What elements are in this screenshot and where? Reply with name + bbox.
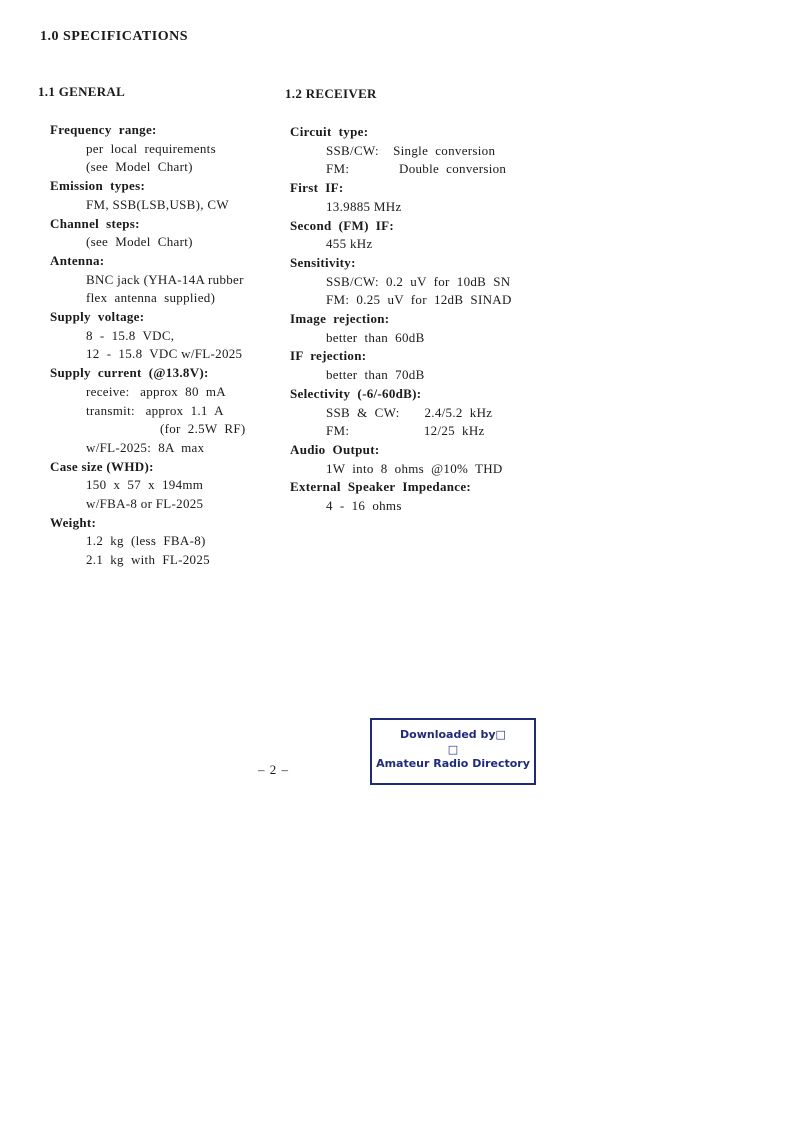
spec-label: Emission types: <box>50 178 146 194</box>
spec-value: SSB/CW: Single conversion <box>326 142 496 158</box>
spec-label: Selectivity (-6/-60dB): <box>290 385 422 401</box>
spec-value: FM, SSB(LSB,USB), CW <box>86 196 229 212</box>
spec-label: External Speaker Impedance: <box>290 479 472 495</box>
spec-label: Channel steps: <box>50 215 140 231</box>
download-stamp-line2: □ <box>447 742 459 756</box>
page-number: – 2 – <box>258 762 289 777</box>
spec-label: Second (FM) IF: <box>290 217 395 233</box>
spec-value: 1.2 kg (less FBA-8) <box>86 533 206 549</box>
spec-value: per local requirements <box>86 140 216 156</box>
spec-label: Audio Output: <box>290 441 380 457</box>
download-stamp-line1: Downloaded by□ <box>400 728 506 741</box>
spec-value: FM: 12/25 kHz <box>326 423 485 439</box>
spec-value: w/FBA-8 or FL-2025 <box>86 496 204 512</box>
download-stamp-line3: Amateur Radio Directory <box>376 757 530 770</box>
spec-value: (see Model Chart) <box>86 159 193 175</box>
spec-value: flex antenna supplied) <box>86 290 216 306</box>
spec-value: SSB/CW: 0.2 uV for 10dB SN <box>326 273 511 289</box>
spec-value: 13.9885 MHz <box>326 198 402 214</box>
spec-value: 2.1 kg with FL-2025 <box>86 552 210 568</box>
download-stamp <box>370 718 536 785</box>
spec-value: 12 - 15.8 VDC w/FL-2025 <box>86 346 243 362</box>
spec-label: Circuit type: <box>290 124 369 139</box>
spec-value: FM: Double conversion <box>326 161 507 177</box>
spec-value: better than 70dB <box>326 367 425 383</box>
spec-label: Image rejection: <box>290 311 390 327</box>
spec-value: 1W into 8 ohms @10% THD <box>326 460 503 476</box>
spec-value: 4 - 16 ohms <box>326 498 402 514</box>
section-title-general: 1.1 GENERAL <box>38 84 126 99</box>
spec-label: Sensitivity: <box>290 254 356 270</box>
spec-value: 150 x 57 x 194mm <box>86 477 204 493</box>
spec-value: receive: approx 80 mA <box>86 383 226 399</box>
spec-value: 455 kHz <box>326 236 373 252</box>
spec-value: transmit: approx 1.1 A <box>86 402 224 418</box>
spec-value: better than 60dB <box>326 329 425 345</box>
spec-label: IF rejection: <box>290 348 367 364</box>
spec-label: Supply voltage: <box>50 309 145 325</box>
spec-label: Antenna: <box>50 252 105 268</box>
spec-label: Frequency range: <box>50 122 157 137</box>
section-title-receiver: 1.2 RECEIVER <box>285 86 377 101</box>
spec-label: Case size (WHD): <box>50 458 154 474</box>
spec-value: BNC jack (YHA-14A rubber <box>86 271 244 287</box>
page-title: 1.0 SPECIFICATIONS <box>40 29 188 44</box>
spec-label: Supply current (@13.8V): <box>50 365 209 381</box>
spec-value: (for 2.5W RF) <box>160 421 246 437</box>
spec-label: First IF: <box>290 180 344 196</box>
spec-value: w/FL-2025: 8A max <box>86 439 205 455</box>
spec-value: SSB & CW: 2.4/5.2 kHz <box>326 404 493 420</box>
receiver-spec-list <box>290 123 512 516</box>
spec-label: Weight: <box>50 514 97 530</box>
spec-value: (see Model Chart) <box>86 234 193 250</box>
spec-value: 8 - 15.8 VDC, <box>86 327 175 343</box>
general-spec-list <box>50 121 246 570</box>
spec-value: FM: 0.25 uV for 12dB SINAD <box>326 292 512 308</box>
